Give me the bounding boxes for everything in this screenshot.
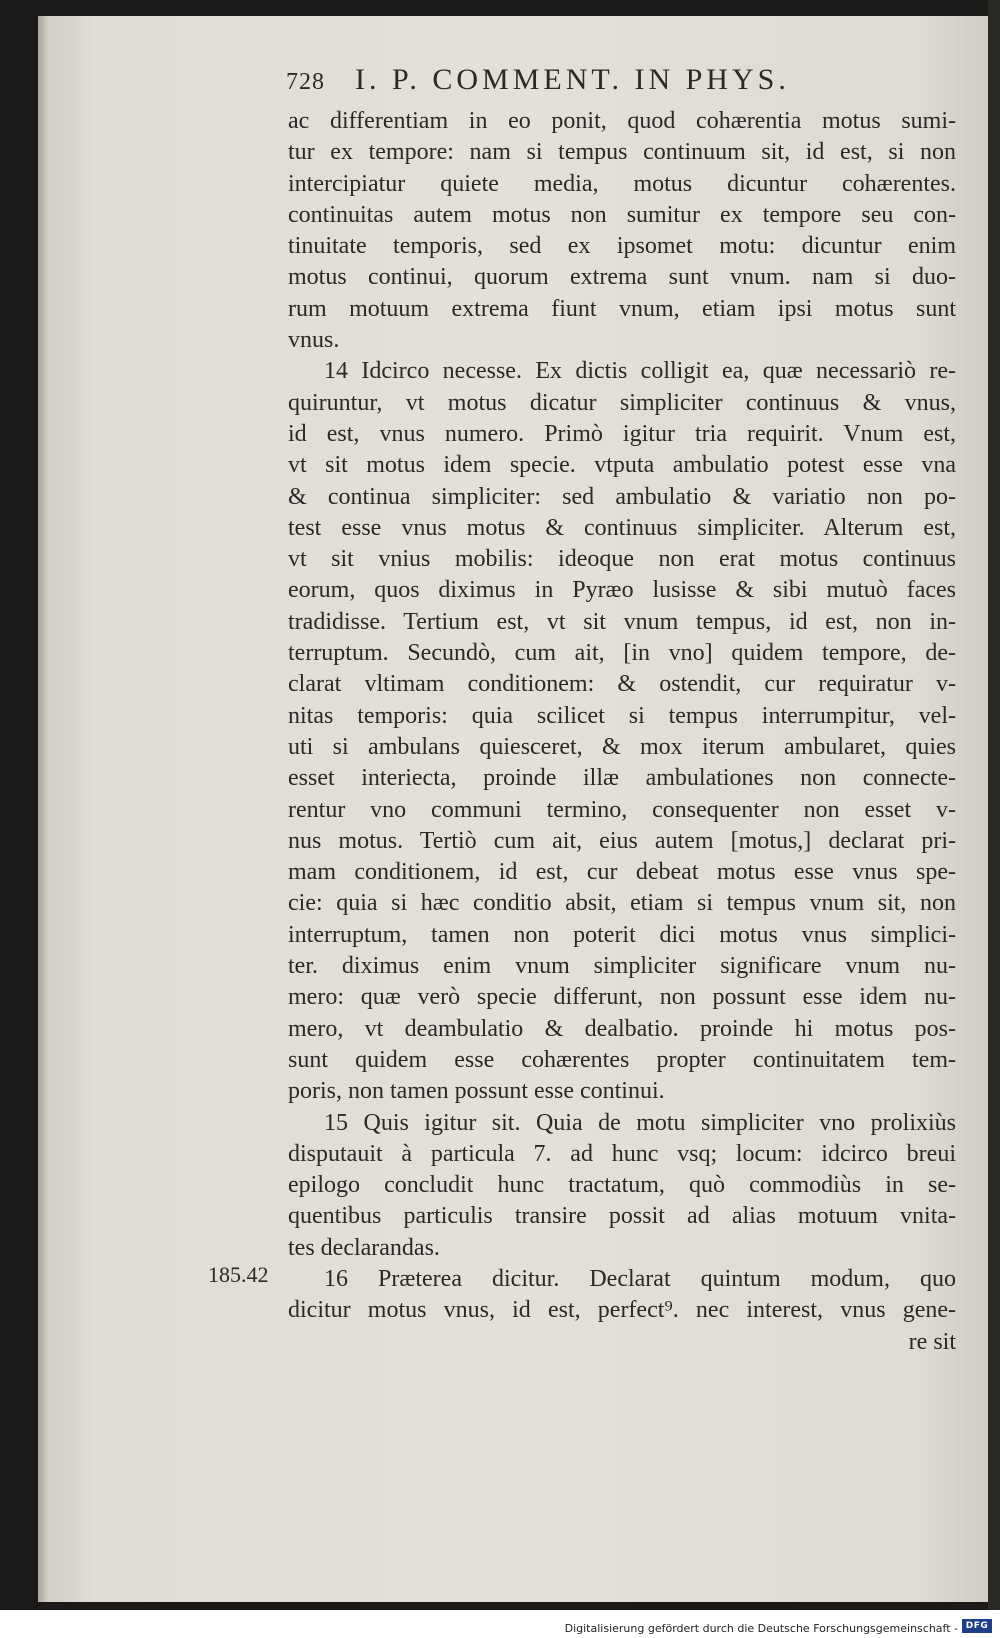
text-line: test esse vnus motus & continuus simpliciter. Alterum est, xyxy=(288,514,956,541)
text-line: continuitas autem motus non sumitur ex tempore seu con- xyxy=(288,201,956,228)
text-line: tur ex tempore: nam si tempus continuum sit, id est, si non xyxy=(288,139,956,166)
text-line: rentur vno communi termino, consequenter non esset v- xyxy=(288,796,956,823)
running-head xyxy=(286,63,966,97)
text-line: epilogo concludit hunc tractatum, quò commodiùs in se- xyxy=(288,1172,956,1199)
text-line: & continua simpliciter: sed ambulatio & variatio non po- xyxy=(288,483,956,510)
text-line: nitas temporis: quia scilicet si tempus interrumpitur, vel- xyxy=(288,702,956,729)
text-line: poris, non tamen possunt esse continui. xyxy=(288,1078,665,1105)
text-line: vt sit vnius mobilis: ideoque non erat motus continuus xyxy=(288,546,956,573)
text-line: ac differentiam in eo ponit, quod cohærentia motus sumi- xyxy=(288,108,956,134)
text-line: mam conditionem, id est, cur debeat motus esse vnus spe- xyxy=(288,859,956,886)
page-shadow xyxy=(38,16,48,1602)
text-line: intercipiatur quiete media, motus dicuntur cohærentes. xyxy=(288,170,956,197)
dfg-logo: DFG xyxy=(962,1619,992,1633)
text-line: motus continui, quorum extrema sunt vnum. nam si duo- xyxy=(288,264,956,291)
text-line: tes declarandas. xyxy=(288,1234,440,1261)
text-line: cie: quia si hæc conditio absit, etiam si tempus vnum sit, non xyxy=(288,890,956,917)
text-line: esset interiecta, proinde illæ ambulationes non connecte- xyxy=(288,765,956,792)
text-line: clarat vltimam conditionem: & ostendit, cur requiratur v- xyxy=(288,671,956,698)
text-line: 15 Quis igitur sit. Quia de motu simpliciter vno prolixiùs xyxy=(324,1109,956,1136)
text-line: ter. diximus enim vnum simpliciter significare vnum nu- xyxy=(288,953,956,980)
text-line: interruptum, tamen non poterit dici motus vnus simplici- xyxy=(288,921,956,948)
text-line: rum motuum extrema fiunt vnum, etiam ipsi motus sunt xyxy=(288,295,956,322)
commentary-text xyxy=(288,106,956,1358)
text-line: sunt quidem esse cohærentes propter continuitatem tem- xyxy=(288,1046,956,1073)
margin-reference: 185.42 xyxy=(208,1262,269,1287)
running-title: I. P. COMMENT. IN PHYS. xyxy=(355,63,790,96)
text-line: tinuitate temporis, sed ex ipsomet motu: dicuntur enim xyxy=(288,233,956,260)
text-line: tradidisse. Tertium est, vt sit vnum tempus, id est, non in- xyxy=(288,608,956,635)
text-line: eorum, quos diximus in Pyræo lusisse & sibi mutuò faces xyxy=(288,577,956,604)
text-line: quentibus particulis transire possit ad alias motuum vnita- xyxy=(288,1203,956,1230)
funding-credit: Digitalisierung gefördert durch die Deutsche Forschungsgemeinschaft - xyxy=(564,1622,958,1635)
catchword: re sit xyxy=(908,1328,956,1355)
text-line: vnus. xyxy=(288,327,340,354)
text-line: dicitur motus vnus, id est, perfect⁹. nec interest, vnus gene- xyxy=(288,1297,956,1324)
text-line: quiruntur, vt motus dicatur simpliciter continuus & vnus, xyxy=(288,389,956,416)
text-line: uti si ambulans quiesceret, & mox iterum ambularet, quies xyxy=(288,733,956,760)
text-line: id est, vnus numero. Primò igitur tria requirit. Vnum est, xyxy=(288,420,956,447)
text-line: terruptum. Secundò, cum ait, [in vno] quidem tempore, de- xyxy=(288,640,956,667)
text-line: disputauit à particula 7. ad hunc vsq; locum: idcirco breui xyxy=(288,1140,956,1167)
text-line: mero, vt deambulatio & dealbatio. proinde hi motus pos- xyxy=(288,1015,956,1042)
text-line: 16 Præterea dicitur. Declarat quintum modum, quo xyxy=(324,1265,956,1292)
binding-gutter xyxy=(988,0,1000,1610)
text-line: nus motus. Tertiò cum ait, eius autem [motus,] declarat pri- xyxy=(288,827,956,854)
text-line: vt sit motus idem specie. vtputa ambulatio potest esse vna xyxy=(288,452,956,479)
page-number: 728 xyxy=(286,69,325,95)
text-line: 14 Idcirco necesse. Ex dictis colligit ea, quæ necessariò re- xyxy=(324,358,956,385)
text-line: mero: quæ verò specie differunt, non possunt esse idem nu- xyxy=(288,984,956,1011)
